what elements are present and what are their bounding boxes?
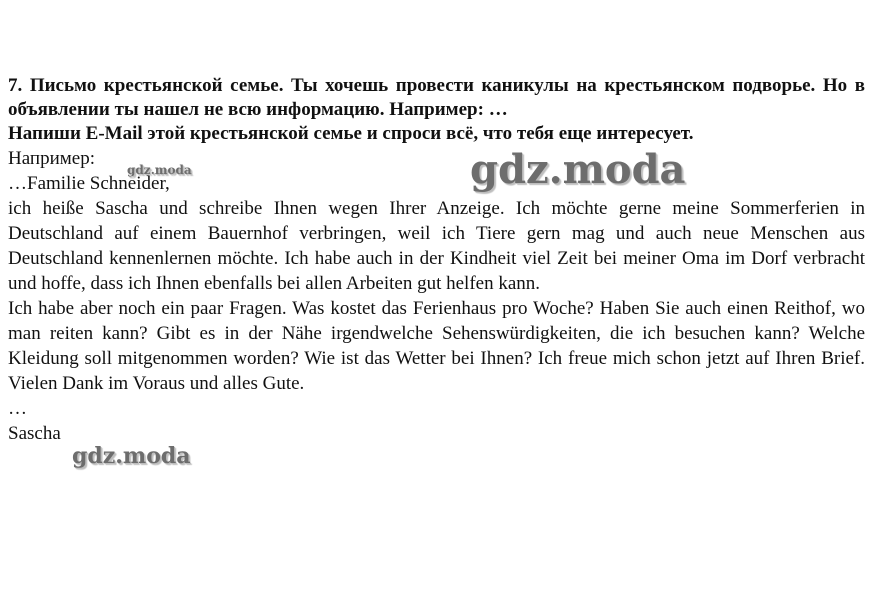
letter-salutation: …Familie Schneider, [8,173,170,194]
document-content [8,74,865,446]
example-label: Например: [8,148,95,169]
watermark-medium: gdz.moda [72,443,191,469]
task-instruction: Напиши E-Mail этой крестьянской семье и спроси всё, что тебя еще интересует. [8,123,694,144]
letter-signature: Sascha [8,423,61,444]
watermark-large: gdz.moda [470,146,686,193]
letter-paragraph-2: Ich habe aber noch ein paar Fragen. Was kostet das Ferienhaus pro Woche? Haben Sie auch einen Reithof, wo man reiten kann? Gibt es in der Nähe irgendwelche Sehenswürdigkeiten, die ich besuchen kann? Welche Kleidung soll mitgenommen worden? Wie ist das Wetter bei Ihnen? Ich freue mich schon jetzt auf Ihren Brief. Vielen Dank im Voraus und alles Gute. [8,298,865,394]
watermark-small: gdz.moda [127,163,192,177]
task-intro: 7. Письмо крестьянской семье. Ты хочешь провести каникулы на крестьянском подворье. Но в объявлении ты нашел не всю информацию. Например: … [8,75,865,120]
letter-ellipsis: … [8,398,27,419]
letter-paragraph-1: ich heiße Sascha und schreibe Ihnen wegen Ihrer Anzeige. Ich möchte gerne meine Sommerferien in Deutschland auf einem Bauernhof verbringen, weil ich Tiere gern mag und auch neue Menschen aus Deutschland kennenlernen möchte. Ich habe auch in der Kindheit viel Zeit bei meiner Oma im Dorf verbracht und hoffe, dass ich Ihnen ebenfalls bei allen Arbeiten gut helfen kann. [8,198,865,294]
